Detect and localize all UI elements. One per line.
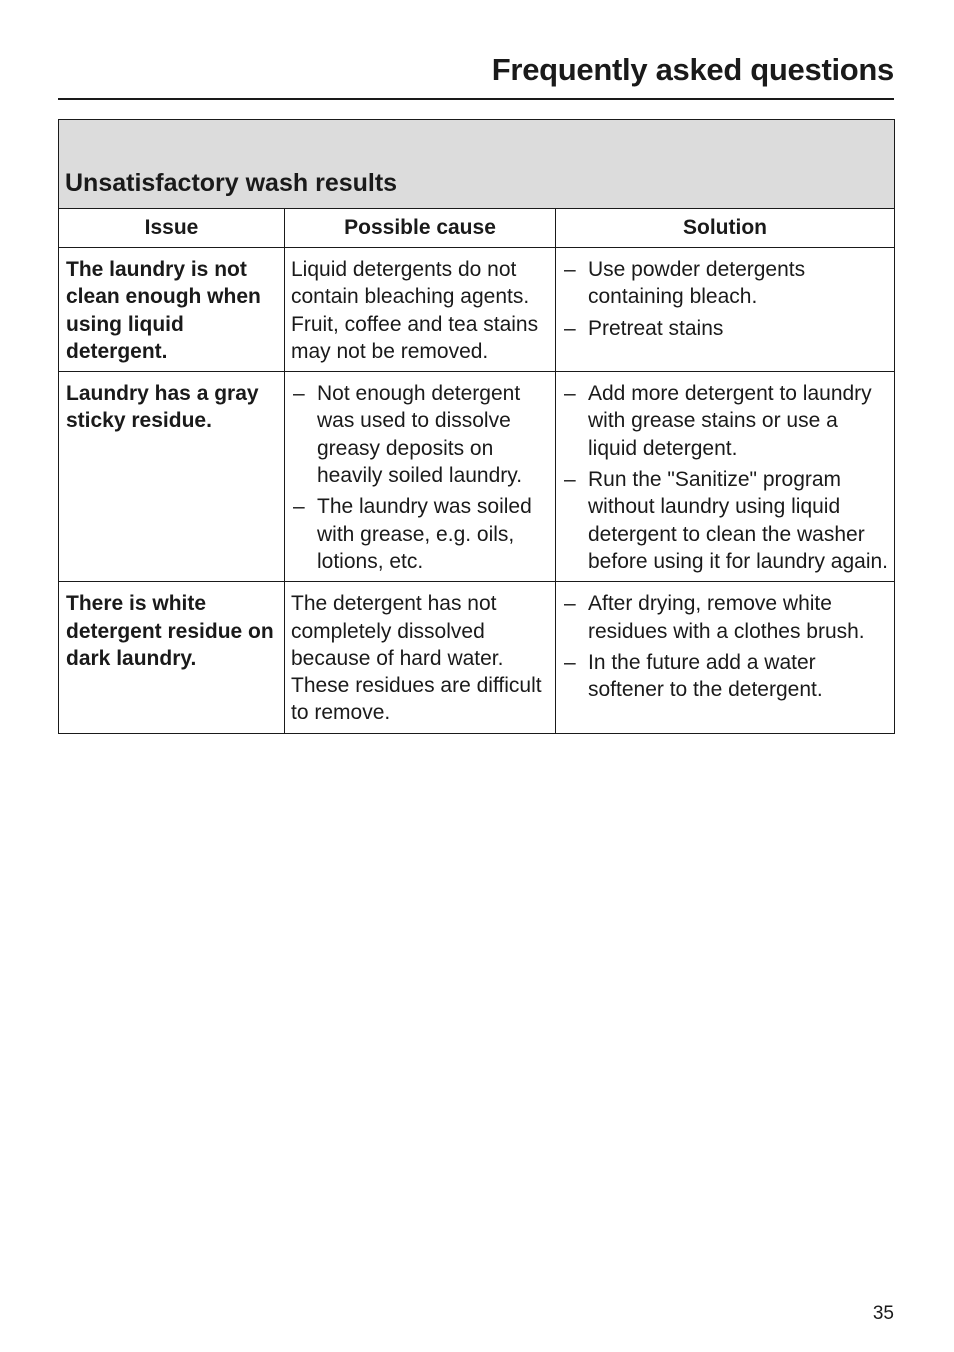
list-item <box>562 466 888 575</box>
cause-text: The laundry was soiled with grease, e.g. oils, lotions, etc. <box>317 495 532 573</box>
solution-text: Pretreat stains <box>588 316 724 340</box>
section-title: Unsatisfactory wash results <box>59 120 895 209</box>
column-header-solution: Solution <box>556 209 895 248</box>
solution-list <box>562 380 888 575</box>
list-item <box>562 256 888 311</box>
title-divider <box>58 98 894 100</box>
cause-cell <box>285 372 556 582</box>
solution-text: After drying, remove white residues with a clothes brush. <box>588 592 865 643</box>
solution-text: Run the "Sanitize" program without laundry using liquid detergent to clean the washer before using it for laundry again. <box>588 468 889 573</box>
solution-cell <box>556 582 895 733</box>
section-header-row <box>59 120 895 209</box>
dash-marker: – <box>293 495 305 519</box>
column-header-cause: Possible cause <box>285 209 556 248</box>
solution-text: In the future add a water softener to the detergent. <box>588 650 823 702</box>
cause-text: Not enough detergent was used to dissolve greasy deposits on heavily soiled laundry. <box>317 382 523 488</box>
list-item <box>291 493 549 575</box>
solution-text: Add more detergent to laundry with grease stains or use a liquid detergent. <box>588 382 872 460</box>
list-item <box>562 315 888 342</box>
list-item <box>562 590 888 645</box>
dash-marker: – <box>564 382 576 406</box>
cause-cell: Liquid detergents do not contain bleaching agents. Fruit, coffee and tea stains may not be removed. <box>285 248 556 372</box>
dash-marker: – <box>293 382 305 406</box>
dash-marker: – <box>564 258 576 281</box>
solution-list <box>562 256 888 342</box>
solution-cell <box>556 248 895 372</box>
table-row <box>59 372 895 582</box>
table-row <box>59 248 895 372</box>
list-item <box>562 380 888 462</box>
page-title: Frequently asked questions <box>491 52 894 87</box>
table-row <box>59 582 895 733</box>
list-item <box>291 380 549 489</box>
dash-marker: – <box>564 316 576 340</box>
cause-cell: The detergent has not completely dissolved because of hard water. These residues are difficult to remove. <box>285 582 556 733</box>
dash-marker: – <box>564 592 576 616</box>
list-item <box>562 649 888 704</box>
issue-cell: The laundry is not clean enough when using liquid detergent. <box>59 248 285 372</box>
column-header-issue: Issue <box>59 209 285 248</box>
solution-cell <box>556 372 895 582</box>
column-header-row <box>59 209 895 248</box>
dash-marker: – <box>564 650 576 674</box>
issue-cell: There is white detergent residue on dark laundry. <box>59 582 285 733</box>
solution-list <box>562 590 888 703</box>
cause-list <box>291 380 549 575</box>
solution-text: Use powder detergents containing bleach. <box>588 258 806 309</box>
faq-table <box>58 119 895 734</box>
page-number: 35 <box>872 1303 894 1324</box>
dash-marker: – <box>564 468 576 492</box>
issue-cell: Laundry has a gray sticky residue. <box>59 372 285 582</box>
